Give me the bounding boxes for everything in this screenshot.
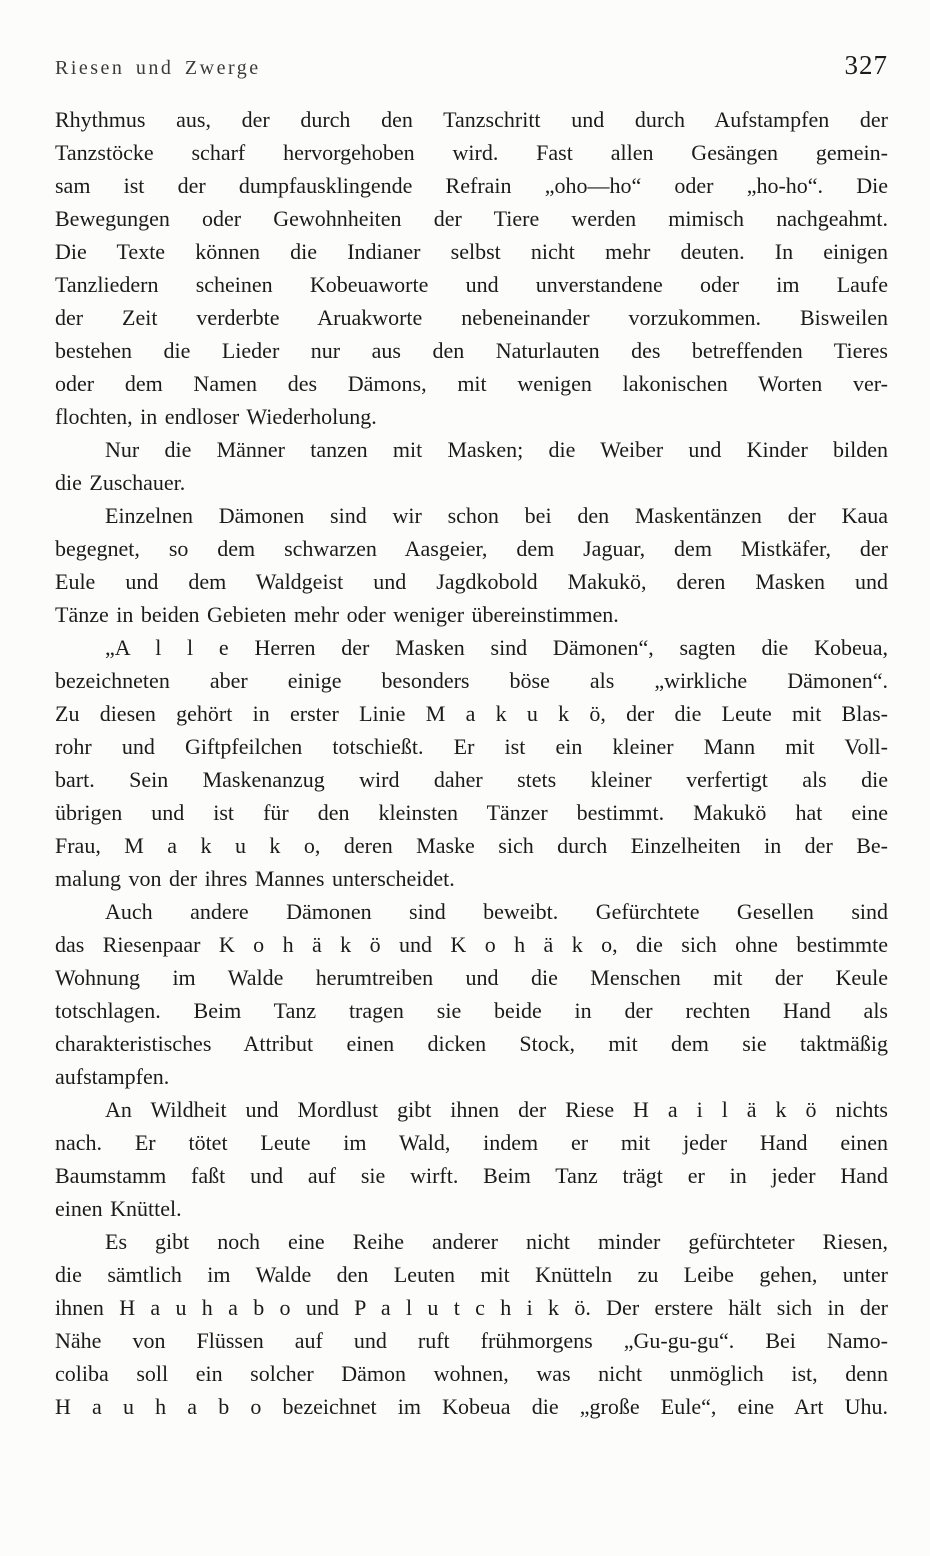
text-line: Rhythmus aus, der durch den Tanzschritt und durch Aufstampfen der xyxy=(55,107,888,132)
text-line: Frau, M a k u k o, deren Maske sich durch Einzelheiten in der Be- xyxy=(55,833,888,858)
text-line: H a u h a b o bezeichnet im Kobeua die „große Eule“, eine Art Uhu. xyxy=(55,1394,888,1419)
text-line: ihnen H a u h a b o und P a l u t c h i k ö. Der erstere hält sich in der xyxy=(55,1295,888,1320)
text-line: der Zeit verderbte Aruakworte nebeneinander vorzukommen. Bisweilen xyxy=(55,305,888,330)
text-line: totschlagen. Beim Tanz tragen sie beide in der rechten Hand als xyxy=(55,998,888,1023)
text-line: Baumstamm faßt und auf sie wirft. Beim Tanz trägt er in jeder Hand xyxy=(55,1163,888,1188)
text-line: Die Texte können die Indianer selbst nicht mehr deuten. In einigen xyxy=(55,239,888,264)
text-line: charakteristisches Attribut einen dicken Stock, mit dem sie taktmäßig xyxy=(55,1031,888,1056)
text-line: Wohnung im Walde herumtreiben und die Menschen mit der Keule xyxy=(55,965,888,990)
text-line: bezeichneten aber einige besonders böse als „wirkliche Dämonen“. xyxy=(55,668,888,693)
text-line: das Riesenpaar K o h ä k ö und K o h ä k o, die sich ohne bestimmte xyxy=(55,932,888,957)
text-line: aufstampfen. xyxy=(55,1064,170,1089)
text-line: oder dem Namen des Dämons, mit wenigen lakonischen Worten ver- xyxy=(55,371,888,396)
text-line: die sämtlich im Walde den Leuten mit Knütteln zu Leibe gehen, unter xyxy=(55,1262,888,1287)
text-line: Bewegungen oder Gewohnheiten der Tiere werden mimisch nachgeahmt. xyxy=(55,206,888,231)
page-text xyxy=(55,103,888,1423)
text-line: Nähe von Flüssen auf und ruft frühmorgens „Gu-gu-gu“. Bei Namo- xyxy=(55,1328,888,1353)
text-line: Auch andere Dämonen sind beweibt. Gefürchtete Gesellen sind xyxy=(105,899,888,924)
text-line: Tanzstöcke scharf hervorgehoben wird. Fast allen Gesängen gemein- xyxy=(55,140,888,165)
text-line: coliba soll ein solcher Dämon wohnen, was nicht unmöglich ist, denn xyxy=(55,1361,888,1386)
page-number: 327 xyxy=(844,50,888,80)
text-line: Es gibt noch eine Reihe anderer nicht minder gefürchteter Riesen, xyxy=(105,1229,888,1254)
text-line: bart. Sein Maskenanzug wird daher stets kleiner verfertigt als die xyxy=(55,767,888,792)
text-line: übrigen und ist für den kleinsten Tänzer bestimmt. Makukö hat eine xyxy=(55,800,888,825)
text-line: malung von der ihres Mannes unterscheidet. xyxy=(55,866,455,891)
text-line: sam ist der dumpfausklingende Refrain „oho—ho“ oder „ho-ho“. Die xyxy=(55,173,888,198)
text-line: flochten, in endloser Wiederholung. xyxy=(55,404,377,429)
text-line: begegnet, so dem schwarzen Aasgeier, dem Jaguar, dem Mistkäfer, der xyxy=(55,536,888,561)
text-line: bestehen die Lieder nur aus den Naturlauten des betreffenden Tieres xyxy=(55,338,888,363)
text-line: An Wildheit und Mordlust gibt ihnen der Riese H a i l ä k ö nichts xyxy=(105,1097,888,1122)
text-line: Einzelnen Dämonen sind wir schon bei den Maskentänzen der Kaua xyxy=(105,503,888,528)
text-line: Eule und dem Waldgeist und Jagdkobold Makukö, deren Masken und xyxy=(55,569,888,594)
text-line: Zu diesen gehört in erster Linie M a k u k ö, der die Leute mit Blas- xyxy=(55,701,888,726)
text-line: nach. Er tötet Leute im Wald, indem er mit jeder Hand einen xyxy=(55,1130,888,1155)
text-line: Nur die Männer tanzen mit Masken; die Weiber und Kinder bilden xyxy=(105,437,888,462)
page-header xyxy=(55,50,888,81)
text-line: „A l l e Herren der Masken sind Dämonen“, sagten die Kobeua, xyxy=(105,635,888,660)
text-line: die Zuschauer. xyxy=(55,470,186,495)
text-line: Tanzliedern scheinen Kobeuaworte und unverstandene oder im Laufe xyxy=(55,272,888,297)
text-line: rohr und Giftpfeilchen totschießt. Er ist ein kleiner Mann mit Voll- xyxy=(55,734,888,759)
text-line: einen Knüttel. xyxy=(55,1196,182,1221)
text-line: Tänze in beiden Gebieten mehr oder weniger übereinstimmen. xyxy=(55,602,619,627)
running-header-title: Riesen und Zwerge xyxy=(55,57,261,79)
